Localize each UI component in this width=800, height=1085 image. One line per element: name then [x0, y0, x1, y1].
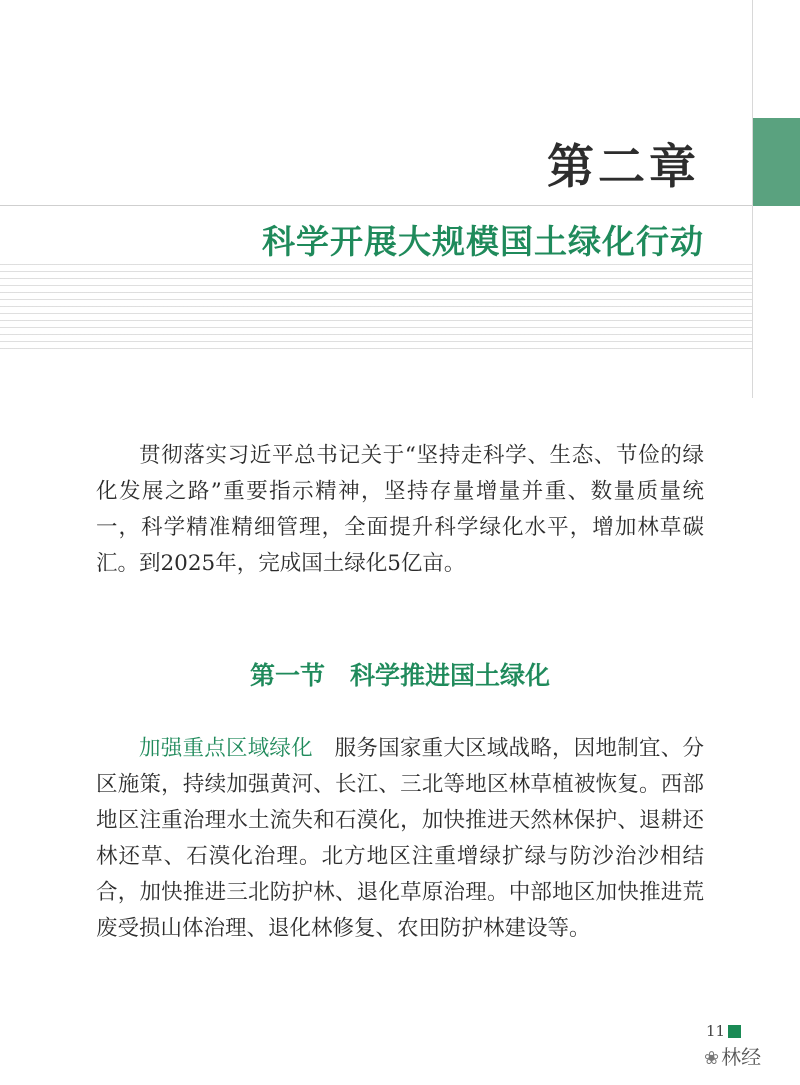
- title-divider: [0, 205, 752, 206]
- watermark: [704, 1041, 761, 1070]
- wechat-icon: ❀: [704, 1048, 720, 1069]
- intro-paragraph: 贯彻落实习近平总书记关于“坚持走科学、生态、节俭的绿化发展之路”重要指示精神，坚持存量增量并重、数量质量统一，科学精准精细管理，全面提升科学绿化水平，增加林草碳汇。到2025年，完成国土绿化5亿亩。: [96, 443, 704, 576]
- section-heading: 第一节 科学推进国土绿化: [249, 661, 550, 690]
- page-number: 11: [706, 1022, 726, 1040]
- chapter-title: 科学开展大规模国土绿化行动: [262, 222, 704, 261]
- paragraph-lead-term: 加强重点区域绿化: [139, 736, 313, 761]
- section-paragraph: [96, 731, 704, 947]
- page-marker: [728, 1025, 741, 1038]
- paragraph-body: 服务国家重大区域战略，因地制宜、分区施策，持续加强黄河、长江、三北等地区林草植被恢复。西部地区注重治理水土流失和石漠化，加快推进天然林保护、退耕还林还草、石漠化治理。北方地区注重增绿扩绿与防沙治沙相结合，加快推进三北防护林、退化草原治理。中部地区加快推进荒废受损山体治理、退化林修复、农田防护林建设等。: [96, 736, 704, 941]
- chapter-number: 第二章: [547, 140, 700, 195]
- chapter-side-tab: [753, 118, 800, 206]
- watermark-text: 林经: [721, 1045, 762, 1069]
- decorative-stripes: [0, 264, 752, 350]
